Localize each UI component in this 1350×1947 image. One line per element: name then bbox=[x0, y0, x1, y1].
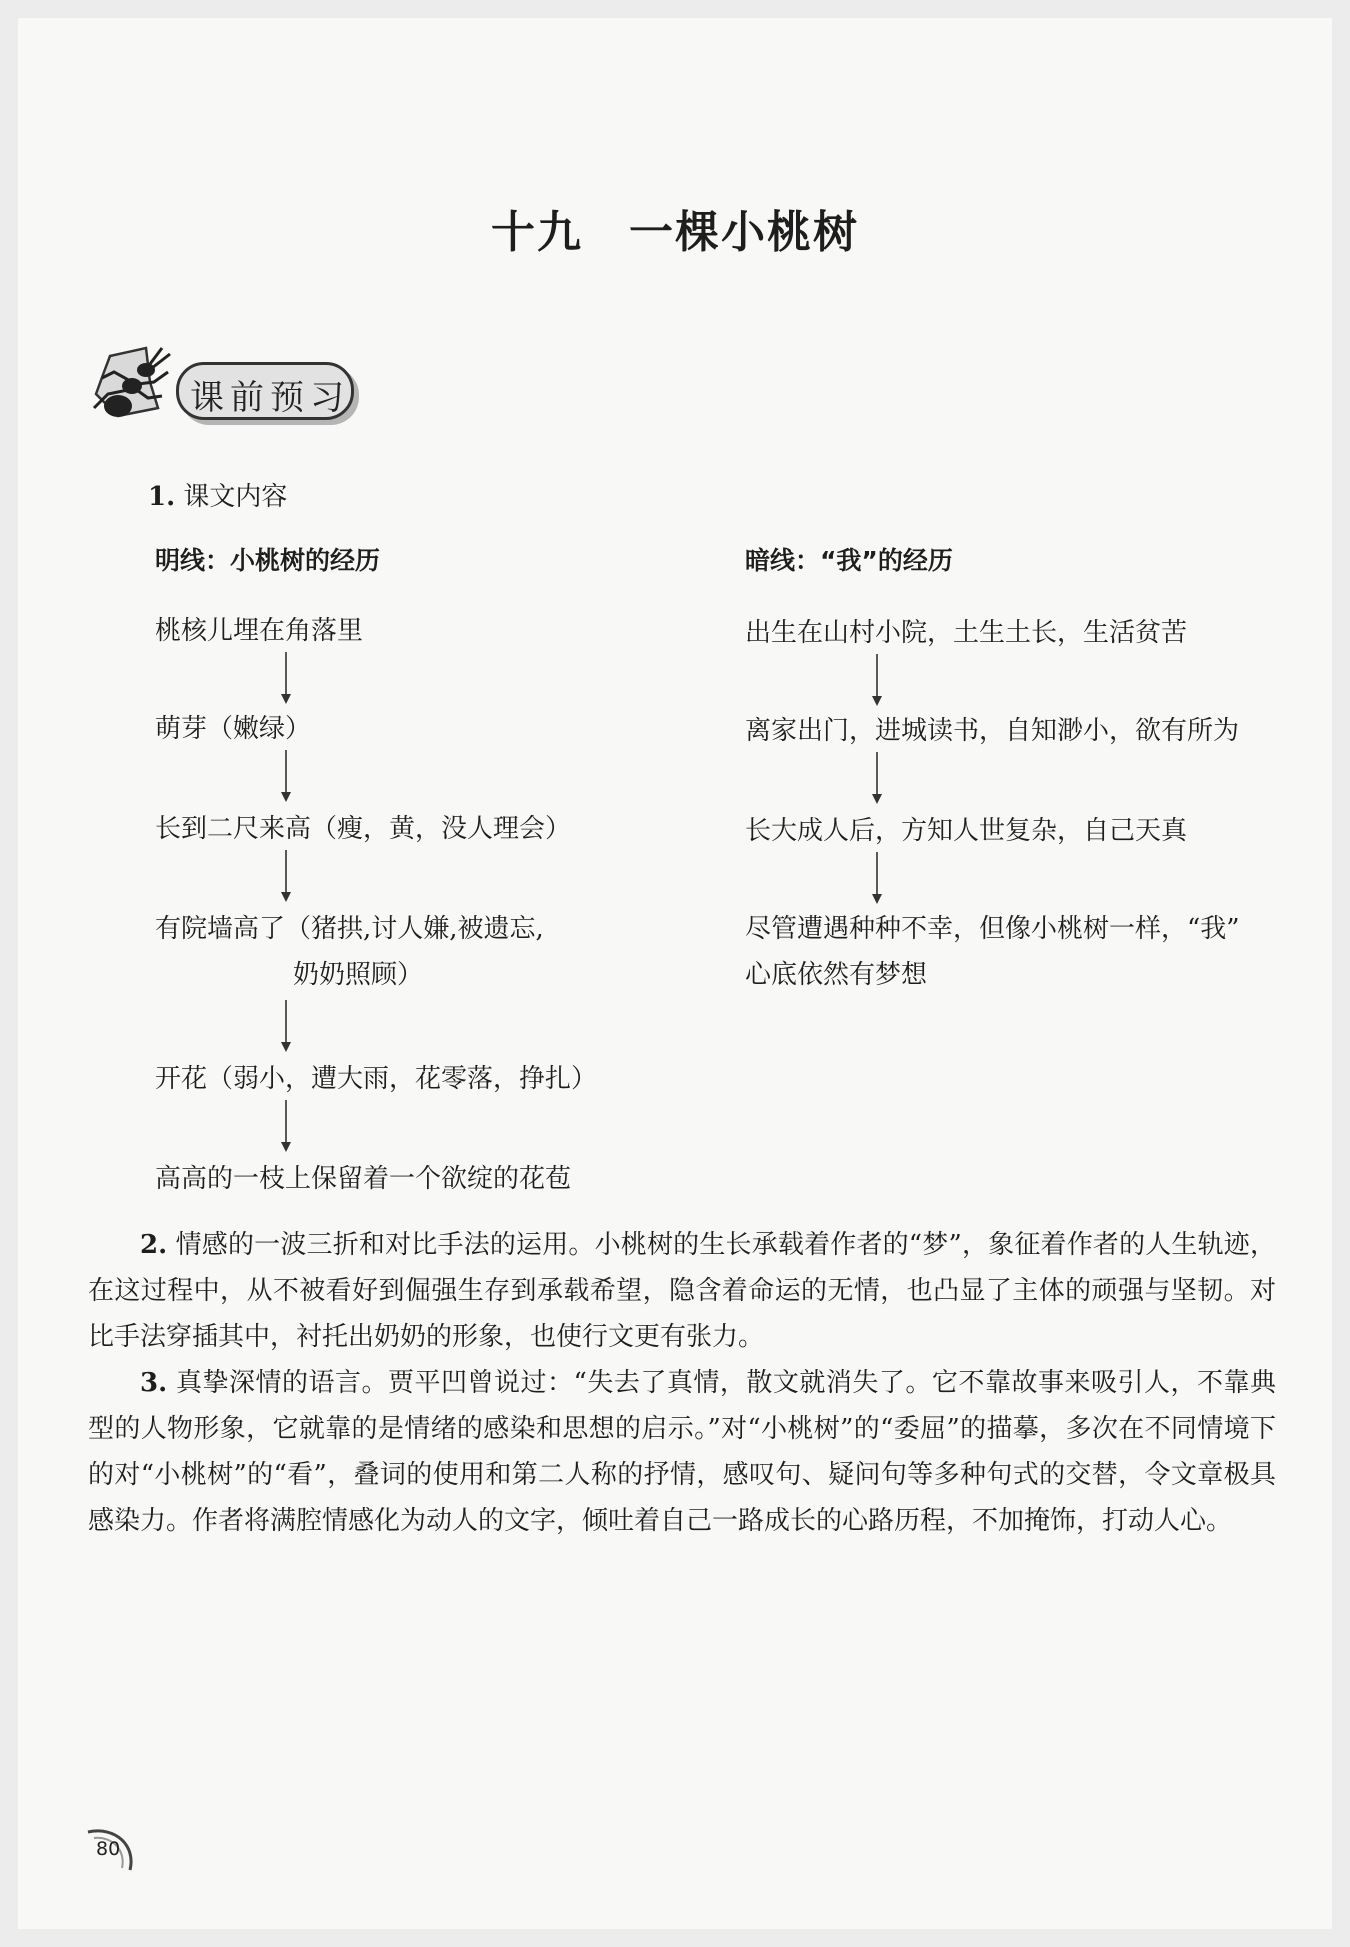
arrow-down-icon bbox=[870, 752, 884, 804]
ant-icon bbox=[88, 342, 188, 432]
bright-step-4: 有院墙高了（猪拱,讨人嫌,被遗忘, bbox=[155, 914, 544, 944]
arrow-down-icon bbox=[279, 1000, 293, 1052]
arrow-down-icon bbox=[870, 654, 884, 706]
arrow-down-icon bbox=[279, 750, 293, 802]
item-2-paragraph bbox=[88, 1222, 1276, 1360]
bright-step-4-cont: 奶奶照顾） bbox=[293, 960, 424, 990]
dark-line-heading: 暗线：“我”的经历 bbox=[745, 546, 953, 575]
bright-step-3: 长到二尺来高（瘦，黄，没人理会） bbox=[155, 814, 572, 844]
arrow-down-icon bbox=[279, 1100, 293, 1152]
dark-step-4-cont: 心底依然有梦想 bbox=[745, 960, 928, 990]
badge-label: 课前预习 bbox=[190, 378, 350, 418]
page-title bbox=[0, 196, 1350, 260]
item-3-number: 3. bbox=[140, 1368, 168, 1398]
arrow-down-icon bbox=[279, 652, 293, 704]
chapter-number: 十九 bbox=[491, 207, 583, 258]
item-3-text: 真挚深情的语言。贾平凹曾说过：“失去了真情，散文就消失了。它不靠故事来吸引人，不靠典型的人物形象，它就靠的是情绪的感染和思想的启示。”对“小桃树”的“委屈”的描摹，多次在不同情境下的对“小桃树”的“看”，叠词的使用和第二人称的抒情，感叹句、疑问句等多种句式的交替，令文章极具感染力。作者将满腔情感化为动人的文字，倾吐着自己一路成长的心路历程，不加掩饰，打动人心。 bbox=[88, 1368, 1277, 1536]
item-3-paragraph bbox=[88, 1360, 1276, 1544]
dark-step-4: 尽管遭遇种种不幸，但像小桃树一样，“我” bbox=[745, 914, 1240, 944]
bright-step-2: 萌芽（嫩绿） bbox=[155, 714, 312, 744]
section-badge bbox=[88, 342, 368, 432]
dark-step-2: 离家出门，进城读书，自知渺小，欲有所为 bbox=[745, 716, 1240, 746]
arrow-down-icon bbox=[279, 850, 293, 902]
chapter-title: 一棵小桃树 bbox=[629, 207, 859, 258]
bright-step-1: 桃核儿埋在角落里 bbox=[155, 616, 364, 646]
item-2-number: 2. bbox=[140, 1230, 168, 1260]
bright-step-6: 高高的一枝上保留着一个欲绽的花苞 bbox=[155, 1164, 572, 1194]
page-number: 80 bbox=[96, 1838, 121, 1860]
page bbox=[18, 18, 1332, 1929]
item-2-text: 情感的一波三折和对比手法的运用。小桃树的生长承载着作者的“梦”，象征着作者的人生轨迹，在这过程中，从不被看好到倔强生存到承载希望，隐含着命运的无情，也凸显了主体的顽强与坚韧。对比手法穿插其中，衬托出奶奶的形象，也使行文更有张力。 bbox=[88, 1230, 1276, 1352]
dark-step-3: 长大成人后，方知人世复杂，自己天真 bbox=[745, 816, 1188, 846]
arrow-down-icon bbox=[870, 852, 884, 904]
bright-line-heading: 明线：小桃树的经历 bbox=[155, 546, 381, 575]
item-1-heading: 1. 课文内容 bbox=[148, 482, 288, 512]
dark-step-1: 出生在山村小院，土生土长，生活贫苦 bbox=[745, 618, 1188, 648]
bright-step-5: 开花（弱小，遭大雨，花零落，挣扎） bbox=[155, 1064, 598, 1094]
